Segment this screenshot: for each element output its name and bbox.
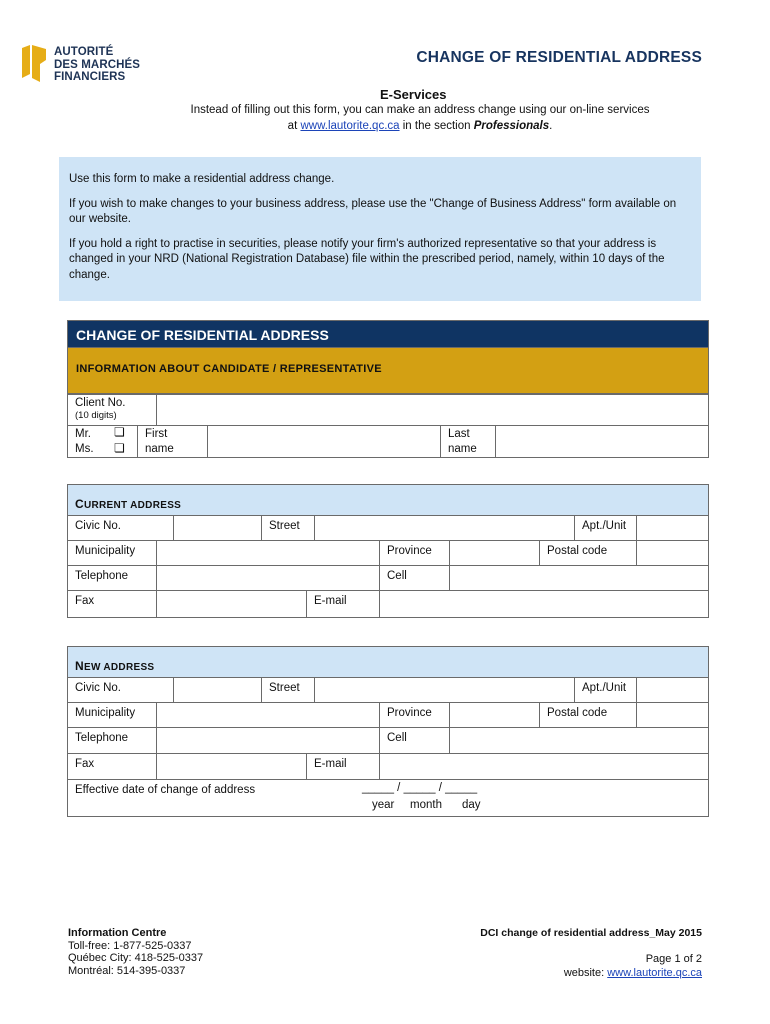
new-apt-field[interactable] [636,677,709,703]
new-telephone-label: Telephone [67,727,157,754]
cur-municipality-field[interactable] [156,540,380,566]
new-province-label: Province [379,702,450,728]
intro-period: . [549,120,553,132]
effective-date-label: Effective date of change of address [75,784,256,796]
new-cell-label: Cell [379,727,450,754]
cur-apt-label: Apt./Unit [574,515,637,541]
last-name-text: Last name [448,428,477,455]
cur-province-field[interactable] [449,540,540,566]
last-name-label [440,425,496,458]
intro-line-2 [100,120,740,132]
first-name-label [137,425,208,458]
new-address-heading [67,646,709,678]
new-email-field[interactable] [379,753,709,780]
cur-fax-label: Fax [67,590,157,618]
effective-date-field[interactable]: _____ / _____ / _____ [362,782,478,794]
client-no-field[interactable] [156,394,709,426]
current-address-cap: C [75,497,84,511]
new-address-cap: N [75,659,84,673]
new-municipality-field[interactable] [156,702,380,728]
new-province-field[interactable] [449,702,540,728]
section-title: CHANGE OF RESIDENTIAL ADDRESS [67,320,709,348]
cur-telephone-label: Telephone [67,565,157,591]
new-civic-label: Civic No. [67,677,174,703]
client-no-label [67,394,157,426]
cur-province-label: Province [379,540,450,566]
amf-logo [20,44,160,90]
ms-checkbox[interactable]: ❏ [114,441,125,455]
mr-label: Mr. [75,428,91,440]
new-fax-label: Fax [67,753,157,780]
cur-email-label: E-mail [306,590,380,618]
document-id: DCI change of residential address_May 2015 [480,927,702,939]
cur-apt-field[interactable] [636,515,709,541]
new-cell-field[interactable] [449,727,709,754]
footer-website-link[interactable]: www.lautorite.qc.ca [607,967,702,979]
new-fax-field[interactable] [156,753,307,780]
new-postal-label: Postal code [539,702,637,728]
new-postal-field[interactable] [636,702,709,728]
new-telephone-field[interactable] [156,727,380,754]
page-number: Page 1 of 2 [645,953,702,965]
cur-email-field[interactable] [379,590,709,618]
website-label: website: [563,967,608,979]
current-address-heading [67,484,709,516]
cur-cell-label: Cell [379,565,450,591]
last-name-field[interactable] [495,425,709,458]
cur-municipality-label: Municipality [67,540,157,566]
website-link[interactable]: www.lautorite.qc.ca [300,120,400,132]
first-name-field[interactable] [207,425,441,458]
current-address-rest: URRENT ADDRESS [83,500,182,511]
contact-info [68,927,203,977]
month-label: month [410,799,442,811]
instructions-box [59,157,701,301]
instruction-2: If you wish to make changes to your business address, please use the "Change of Business Address" form available on our website. [69,197,677,225]
cur-civic-label: Civic No. [67,515,174,541]
mr-checkbox[interactable]: ❏ [114,425,125,439]
amf-logo-mark-icon [20,44,48,84]
intro-section-text: in the section [399,120,474,132]
client-no-hint: (10 digits) [75,410,117,421]
page-title: CHANGE OF RESIDENTIAL ADDRESS [416,49,702,66]
professionals-section: Professionals [473,120,550,132]
ms-label: Ms. [75,443,94,455]
cur-fax-field[interactable] [156,590,307,618]
intro-at: at [287,120,301,132]
client-no-text: Client No. [75,397,126,409]
logo-line-1: AUTORITÉ [54,46,114,58]
candidate-info-heading: INFORMATION ABOUT CANDIDATE / REPRESENTATIVE [67,348,709,394]
montreal-number: Montréal: 514-395-0337 [68,964,186,977]
instruction-3: If you hold a right to practise in securities, please notify your firm's authorized representative so that your address is changed in your NRD (National Registration Database) file within the prescribed period, namely, within 10 days of the change. [69,237,665,281]
cur-street-field[interactable] [314,515,575,541]
cur-postal-label: Postal code [539,540,637,566]
info-centre-label: Information Centre [68,927,167,939]
cur-postal-field[interactable] [636,540,709,566]
cur-cell-field[interactable] [449,565,709,591]
new-address-rest: EW ADDRESS [83,662,155,673]
cur-civic-field[interactable] [173,515,262,541]
title-select [67,425,138,458]
logo-text [54,46,140,84]
cur-street-label: Street [261,515,315,541]
logo-line-2: DES MARCHÉS [54,58,141,71]
first-name-text: First name [145,428,174,455]
logo-line-3: FINANCIERS [54,71,126,83]
new-apt-label: Apt./Unit [574,677,637,703]
eservices-heading: E-Services [380,87,447,102]
new-email-label: E-mail [306,753,380,780]
new-street-field[interactable] [314,677,575,703]
cur-telephone-field[interactable] [156,565,380,591]
day-label: day [462,799,481,811]
instruction-1: Use this form to make a residential address change. [69,173,335,185]
quebec-number: Québec City: 418-525-0337 [68,952,204,964]
year-label: year [372,799,395,811]
new-street-label: Street [261,677,315,703]
new-municipality-label: Municipality [67,702,157,728]
intro-line-1: Instead of filling out this form, you can make an address change using our on-line services [190,104,650,116]
toll-free-number: Toll-free: 1-877-525-0337 [68,939,192,952]
footer-website [440,967,702,979]
new-civic-field[interactable] [173,677,262,703]
